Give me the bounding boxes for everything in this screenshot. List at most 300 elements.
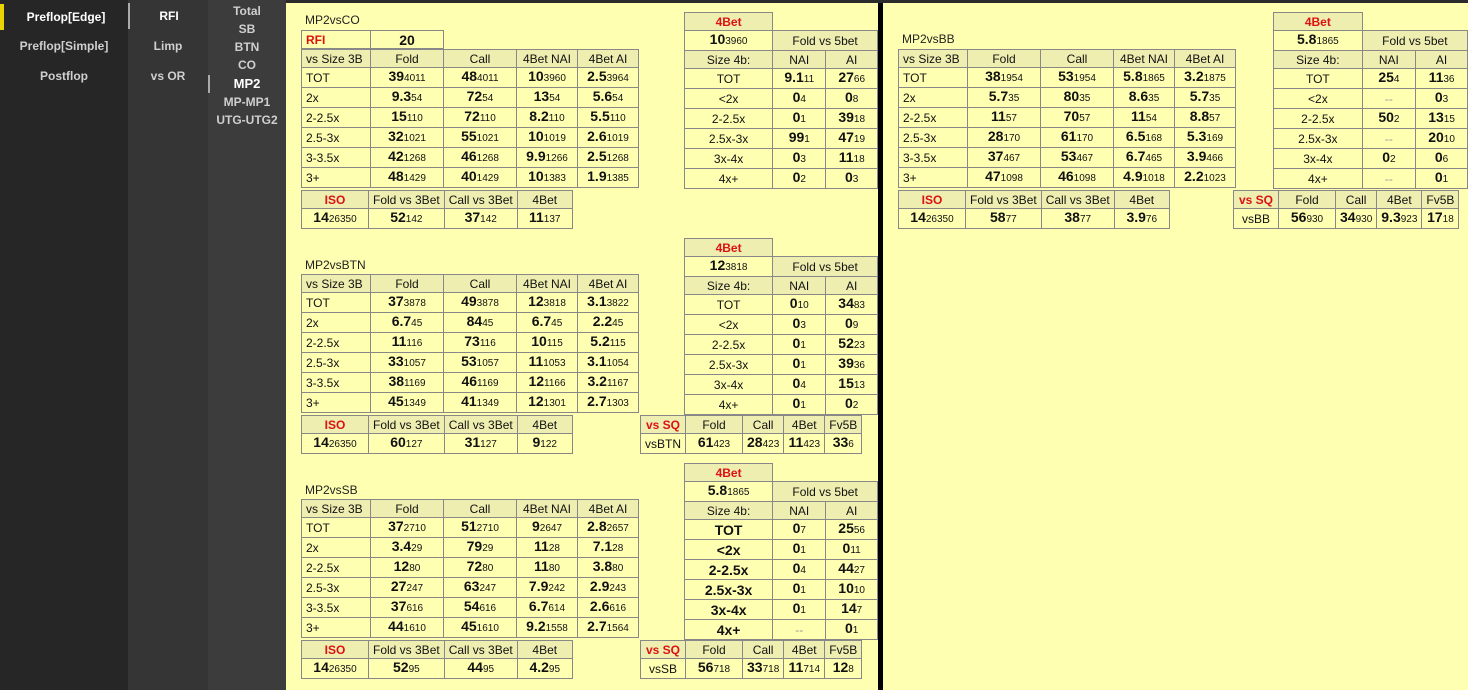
nav-primary-item[interactable]: Preflop[Simple] <box>19 39 109 53</box>
value-main: 53 <box>1060 148 1077 164</box>
table-row <box>685 395 878 415</box>
header-row <box>685 277 878 295</box>
sample-size: 116 <box>479 338 496 349</box>
col-header: Call <box>444 50 517 68</box>
col-header: Fold <box>371 50 444 68</box>
value-main: 52 <box>393 659 409 675</box>
value-main: 0 <box>792 540 801 556</box>
value-main: 17 <box>1427 209 1443 225</box>
sample-size: 23 <box>853 340 865 351</box>
sample-size: 1 <box>800 545 806 556</box>
call-cell <box>444 333 517 353</box>
size-label: TOT <box>302 68 371 88</box>
value-main: 5.2 <box>590 333 610 349</box>
table-row <box>302 518 639 538</box>
table-row <box>302 108 639 128</box>
nai-cell <box>517 373 578 393</box>
nav-secondary-item[interactable]: Limp <box>153 39 183 53</box>
value-main: 2.6 <box>587 128 607 144</box>
nav-position-item[interactable]: BTN <box>234 40 260 54</box>
sample-size: 8 <box>852 94 859 105</box>
size-label: <2x <box>685 315 773 335</box>
nav-primary-item[interactable]: Postflop <box>40 69 88 83</box>
value-main: 0 <box>792 109 801 125</box>
bet4-value <box>1274 31 1363 51</box>
sample-size: 168 <box>1145 133 1163 144</box>
fold-cell <box>371 353 444 373</box>
sample-size: 3 <box>852 174 859 185</box>
value-main: 14 <box>313 209 329 225</box>
fold-cell <box>968 148 1041 168</box>
blank-cell <box>773 13 826 31</box>
size-label: TOT <box>302 518 371 538</box>
value-main: 0 <box>792 315 801 331</box>
vs-sq-label: vs SQ <box>1238 192 1274 207</box>
value-main: 7.1 <box>592 538 613 554</box>
sample-size: 170 <box>1003 133 1021 144</box>
sample-size: 1301 <box>543 398 566 409</box>
bet4-value <box>517 209 572 229</box>
table-row <box>302 659 573 679</box>
sample-size: 170 <box>1076 133 1094 144</box>
nai-cell <box>773 580 826 600</box>
table-row <box>685 580 878 600</box>
sample-size: 1268 <box>606 153 629 164</box>
table-row <box>685 149 878 169</box>
size-label: TOT <box>685 295 773 315</box>
col-header: Size 4b: <box>685 502 773 520</box>
bet4-row <box>685 257 878 277</box>
value-main: 11 <box>788 434 804 450</box>
size-label: TOT <box>685 520 773 540</box>
ai-cell <box>578 578 639 598</box>
sq-position: vsBTN <box>641 434 686 454</box>
value-main: 11 <box>528 209 544 225</box>
size-label: 2-2.5x <box>302 558 371 578</box>
value-main: 51 <box>461 518 477 534</box>
sample-size: 1429 <box>476 173 499 184</box>
value-main: 2.2 <box>1184 168 1204 184</box>
value-main: 10 <box>838 580 854 596</box>
sample-size: 76 <box>1145 214 1158 225</box>
iso-label: ISO <box>324 192 346 207</box>
value-main: 5.8 <box>707 482 728 498</box>
size-label: <2x <box>685 89 773 109</box>
sample-size: 95 <box>548 664 561 675</box>
size-label: 2.5x-3x <box>1274 129 1363 149</box>
ai-cell <box>578 68 639 88</box>
ai-cell <box>1416 69 1468 89</box>
table-row <box>302 128 639 148</box>
value-main: 48 <box>388 168 404 184</box>
nai-cell <box>517 538 578 558</box>
bet4-label: 4Bet <box>715 240 742 255</box>
ai-cell <box>826 600 878 620</box>
sample-size: 80 <box>409 563 421 574</box>
sample-size: 2 <box>1390 154 1396 165</box>
value-main: 25 <box>838 520 854 536</box>
size-label: 4x+ <box>685 395 773 415</box>
sample-size: 423 <box>713 439 731 450</box>
table-row <box>1274 169 1468 189</box>
sample-size: 35 <box>1008 93 1020 104</box>
call-cell <box>1336 209 1377 229</box>
value-main: 84 <box>466 313 483 329</box>
bet4-value <box>685 482 773 502</box>
value-main: 46 <box>1058 168 1074 184</box>
sample-size: 18 <box>853 114 866 125</box>
sample-size: 36 <box>1443 74 1455 85</box>
col-header: vs Size 3B <box>302 500 371 518</box>
ai-cell <box>826 375 878 395</box>
sample-size: 57 <box>1005 113 1017 124</box>
fold-cell <box>371 293 444 313</box>
sample-size: 1954 <box>1000 73 1023 84</box>
value-main: 5.5 <box>590 108 610 124</box>
fold-vs-3bet-value <box>369 659 445 679</box>
blank-cell <box>1362 13 1415 31</box>
sample-size: 6 <box>848 439 854 450</box>
fold-cell <box>371 68 444 88</box>
sample-size: 29 <box>482 543 494 554</box>
nav-position-item[interactable]: UTG-UTG2 <box>216 113 278 127</box>
value-main: 4.9 <box>1123 168 1143 184</box>
sample-size: 1169 <box>404 378 426 389</box>
col-header: 4Bet <box>1114 191 1169 209</box>
value-main: 33 <box>832 434 849 450</box>
sample-size: 7 <box>856 605 863 616</box>
mp2-vs-bb-table <box>898 49 1236 188</box>
sample-size: 242 <box>548 583 566 594</box>
value-main: 10 <box>531 333 547 349</box>
fold-vs-3bet-value <box>966 209 1042 229</box>
table-row <box>641 659 862 679</box>
ai-cell <box>578 148 639 168</box>
bet4-value <box>685 31 773 51</box>
col-header: Fold <box>371 500 444 518</box>
sample-size: 2657 <box>606 523 629 534</box>
value-main: 3.1 <box>587 293 607 309</box>
col-header: 4Bet <box>784 416 825 434</box>
value-main: 37 <box>464 209 481 225</box>
nav-position-item[interactable]: CO <box>238 58 256 72</box>
fold-cell <box>371 598 444 618</box>
bet4-title <box>685 239 773 257</box>
size-label: 3+ <box>899 168 968 188</box>
value-main: 5.7 <box>1189 88 1210 104</box>
value-main: 72 <box>464 108 480 124</box>
value-main: 2.2 <box>592 313 613 329</box>
size-label: 3-3.5x <box>899 148 968 168</box>
call-cell <box>444 618 517 638</box>
col-header: Fv5B <box>825 641 862 659</box>
value-main: 38 <box>985 68 1001 84</box>
fold-cell <box>371 578 444 598</box>
value-main: 45 <box>461 618 477 634</box>
table-row <box>1274 89 1468 109</box>
sample-size: 2 <box>800 174 806 185</box>
value-main: 45 <box>388 393 404 409</box>
left-stats-panel <box>286 3 878 690</box>
bet4-row <box>1274 31 1468 51</box>
blank-cell <box>826 239 878 257</box>
header-row <box>302 641 573 659</box>
table-row <box>685 375 878 395</box>
nai-cell <box>517 518 578 538</box>
col-header: 4Bet NAI <box>517 275 578 293</box>
sample-size: 1169 <box>477 378 499 389</box>
nai-cell <box>773 149 826 169</box>
call-cell <box>444 558 517 578</box>
size-label: 2-2.5x <box>1274 109 1363 129</box>
value-main: 13 <box>533 88 550 104</box>
value-main: 0 <box>792 395 801 411</box>
col-header: 4Bet NAI <box>1114 50 1175 68</box>
nav-position-item[interactable]: SB <box>238 22 256 36</box>
table-row <box>899 168 1236 188</box>
value-main: 28 <box>987 128 1004 144</box>
ai-cell <box>578 128 639 148</box>
sample-size: 1349 <box>476 398 499 409</box>
sample-size: 142 <box>480 214 497 225</box>
nai-cell <box>773 129 826 149</box>
nai-cell <box>773 395 826 415</box>
nai-cell <box>517 108 578 128</box>
bet4-value <box>1114 209 1169 229</box>
value-main: 0 <box>844 169 853 185</box>
nai-cell <box>1362 149 1415 169</box>
sample-size: 28 <box>548 543 560 554</box>
bet4-row <box>685 482 878 502</box>
nav-position-item[interactable]: Total <box>233 4 261 18</box>
value-main: 0 <box>1434 169 1443 185</box>
rfi-value: 20 <box>371 31 444 49</box>
value-main: 0 <box>1382 149 1391 165</box>
sample-size: 714 <box>803 664 821 675</box>
value-main: 9.1 <box>784 69 804 85</box>
nav-position-item[interactable]: MP-MP1 <box>223 95 271 109</box>
sample-size: 1053 <box>543 358 566 369</box>
value-main: 15 <box>391 108 407 124</box>
value-main: 41 <box>461 393 477 409</box>
value-main: 6.7 <box>531 313 552 329</box>
call-cell <box>444 128 517 148</box>
sample-size: 27 <box>853 565 865 576</box>
bet4-title <box>685 464 773 482</box>
col-header: Call <box>1336 191 1377 209</box>
value-main: 9 <box>532 434 541 450</box>
blank-cell <box>1416 13 1468 31</box>
table-row <box>685 355 878 375</box>
blank-cell <box>773 464 826 482</box>
call-cell <box>444 168 517 188</box>
size-label: 2x <box>302 538 371 558</box>
sample-size: 1865 <box>1316 36 1339 47</box>
sample-size: 19 <box>853 134 866 145</box>
nai-cell <box>773 335 826 355</box>
value-main: 13 <box>1428 109 1444 125</box>
ai-cell <box>1416 169 1468 189</box>
fv5b-cell <box>825 434 862 454</box>
sample-size: 1 <box>1442 174 1449 185</box>
table-row <box>899 128 1236 148</box>
col-header: Fold vs 3Bet <box>369 416 445 434</box>
bet4-label: 4Bet <box>1304 14 1331 29</box>
size-label: 2x <box>302 313 371 333</box>
ai-cell <box>826 580 878 600</box>
sample-size: 15 <box>1443 114 1455 125</box>
size-label: 3+ <box>302 393 371 413</box>
mp2-vs-bb-4bet-table <box>1273 12 1468 189</box>
mp2-vs-co-table <box>301 49 639 188</box>
sample-size: 718 <box>713 664 731 675</box>
sample-size: 3822 <box>606 298 629 309</box>
sample-size: 11 <box>803 74 815 85</box>
ai-cell <box>826 395 878 415</box>
value-main: 37 <box>388 293 404 309</box>
table-row <box>302 209 573 229</box>
fold-cell <box>968 88 1041 108</box>
table-row <box>685 69 878 89</box>
value-main: 73 <box>464 333 480 349</box>
col-header: vs Size 3B <box>302 275 371 293</box>
size-label: 2-2.5x <box>899 108 968 128</box>
nav-position-item[interactable]: MP2 <box>233 76 261 91</box>
sample-size: 3 <box>800 154 806 165</box>
bet4-title <box>685 13 773 31</box>
nai-cell <box>517 578 578 598</box>
nai-cell <box>773 520 826 540</box>
value-main: 27 <box>390 578 407 594</box>
ai-cell <box>826 335 878 355</box>
nai-cell <box>1362 69 1415 89</box>
nai-cell <box>773 89 826 109</box>
value-main: 53 <box>461 353 477 369</box>
sample-size: 1019 <box>606 133 629 144</box>
ai-cell <box>578 598 639 618</box>
ai-cell <box>826 129 878 149</box>
nav-secondary-item[interactable]: vs OR <box>150 69 186 83</box>
value-main: 34 <box>1340 209 1356 225</box>
fold-cell <box>686 659 743 679</box>
value-main: 46 <box>461 373 478 389</box>
ai-cell <box>826 89 878 109</box>
value-main: 2.9 <box>589 578 610 594</box>
ai-cell <box>826 109 878 129</box>
sample-size: 95 <box>408 664 420 675</box>
value-main: 40 <box>461 168 477 184</box>
size-label: 3+ <box>302 168 371 188</box>
value-main: -- <box>1384 131 1393 146</box>
mp2-vs-co-4bet-table <box>684 12 878 189</box>
value-main: 56 <box>1290 209 1307 225</box>
col-header: Fold <box>1279 191 1336 209</box>
sample-size: 467 <box>1076 153 1094 164</box>
nai-cell <box>773 295 826 315</box>
size-label: 2x <box>899 88 968 108</box>
nai-cell <box>773 315 826 335</box>
size-label: 3-3.5x <box>302 373 371 393</box>
value-main: 44 <box>388 618 404 634</box>
header-row <box>641 416 862 434</box>
sample-size: 930 <box>1306 214 1324 225</box>
bet4-value <box>517 434 572 454</box>
fold-cell <box>968 168 1041 188</box>
sample-size: 57 <box>1079 113 1091 124</box>
value-main: 15 <box>838 375 854 391</box>
sample-size: 80 <box>548 563 560 574</box>
sample-size: 3 <box>1442 94 1449 105</box>
fold-cell <box>686 434 743 454</box>
value-main: 50 <box>1378 109 1394 125</box>
call-cell <box>444 68 517 88</box>
ai-cell <box>1175 168 1236 188</box>
nai-cell <box>517 393 578 413</box>
ai-cell <box>578 293 639 313</box>
header-row <box>685 239 878 257</box>
section-title: MP2vsBB <box>902 32 955 46</box>
value-main: 9.3 <box>1381 209 1401 225</box>
sample-size: 54 <box>1145 113 1157 124</box>
sample-size: 18 <box>1442 214 1454 225</box>
value-main: 5.6 <box>592 88 613 104</box>
size-label: 2-2.5x <box>685 560 773 580</box>
value-main: 3.2 <box>587 373 607 389</box>
ai-cell <box>1416 149 1468 169</box>
call-cell <box>743 434 784 454</box>
value-main: 55 <box>461 128 477 144</box>
sample-size: 122 <box>540 439 557 450</box>
value-main: 6.5 <box>1125 128 1146 144</box>
nav-secondary-item[interactable]: RFI <box>128 3 208 29</box>
call-cell <box>1041 68 1114 88</box>
value-main: 6.7 <box>528 598 549 614</box>
sample-size: 1875 <box>1203 73 1226 84</box>
sample-size: 35 <box>1209 93 1221 104</box>
sample-size: 4 <box>800 565 806 576</box>
sample-size: 26350 <box>328 664 357 675</box>
value-main: 0 <box>844 315 853 331</box>
col-header: Fold vs 3Bet <box>369 641 445 659</box>
sample-size: 1018 <box>1142 173 1165 184</box>
sample-size: 1349 <box>403 398 426 409</box>
header-row <box>685 51 878 69</box>
ai-cell <box>578 373 639 393</box>
value-main: 44 <box>467 659 483 675</box>
value-main: 58 <box>990 209 1006 225</box>
sample-size: 66 <box>853 74 866 85</box>
bet4-row <box>685 31 878 51</box>
nai-cell <box>517 68 578 88</box>
sample-size: 4 <box>1393 74 1400 85</box>
fold-cell <box>371 393 444 413</box>
ai-cell <box>826 520 878 540</box>
table-row <box>302 88 639 108</box>
nai-cell <box>517 618 578 638</box>
sq-position: vsSB <box>641 659 686 679</box>
size-label: 4x+ <box>685 620 773 640</box>
sample-size: 1021 <box>403 133 426 144</box>
ai-cell <box>1175 68 1236 88</box>
nav-primary-item[interactable]: Preflop[Edge] <box>0 4 128 30</box>
sample-size: 247 <box>479 583 497 594</box>
value-main: 11 <box>838 149 854 165</box>
ai-cell <box>826 560 878 580</box>
header-row <box>1274 51 1468 69</box>
value-main: 8.2 <box>529 108 549 124</box>
sample-size: 3878 <box>476 298 499 309</box>
col-header: AI <box>826 51 878 69</box>
